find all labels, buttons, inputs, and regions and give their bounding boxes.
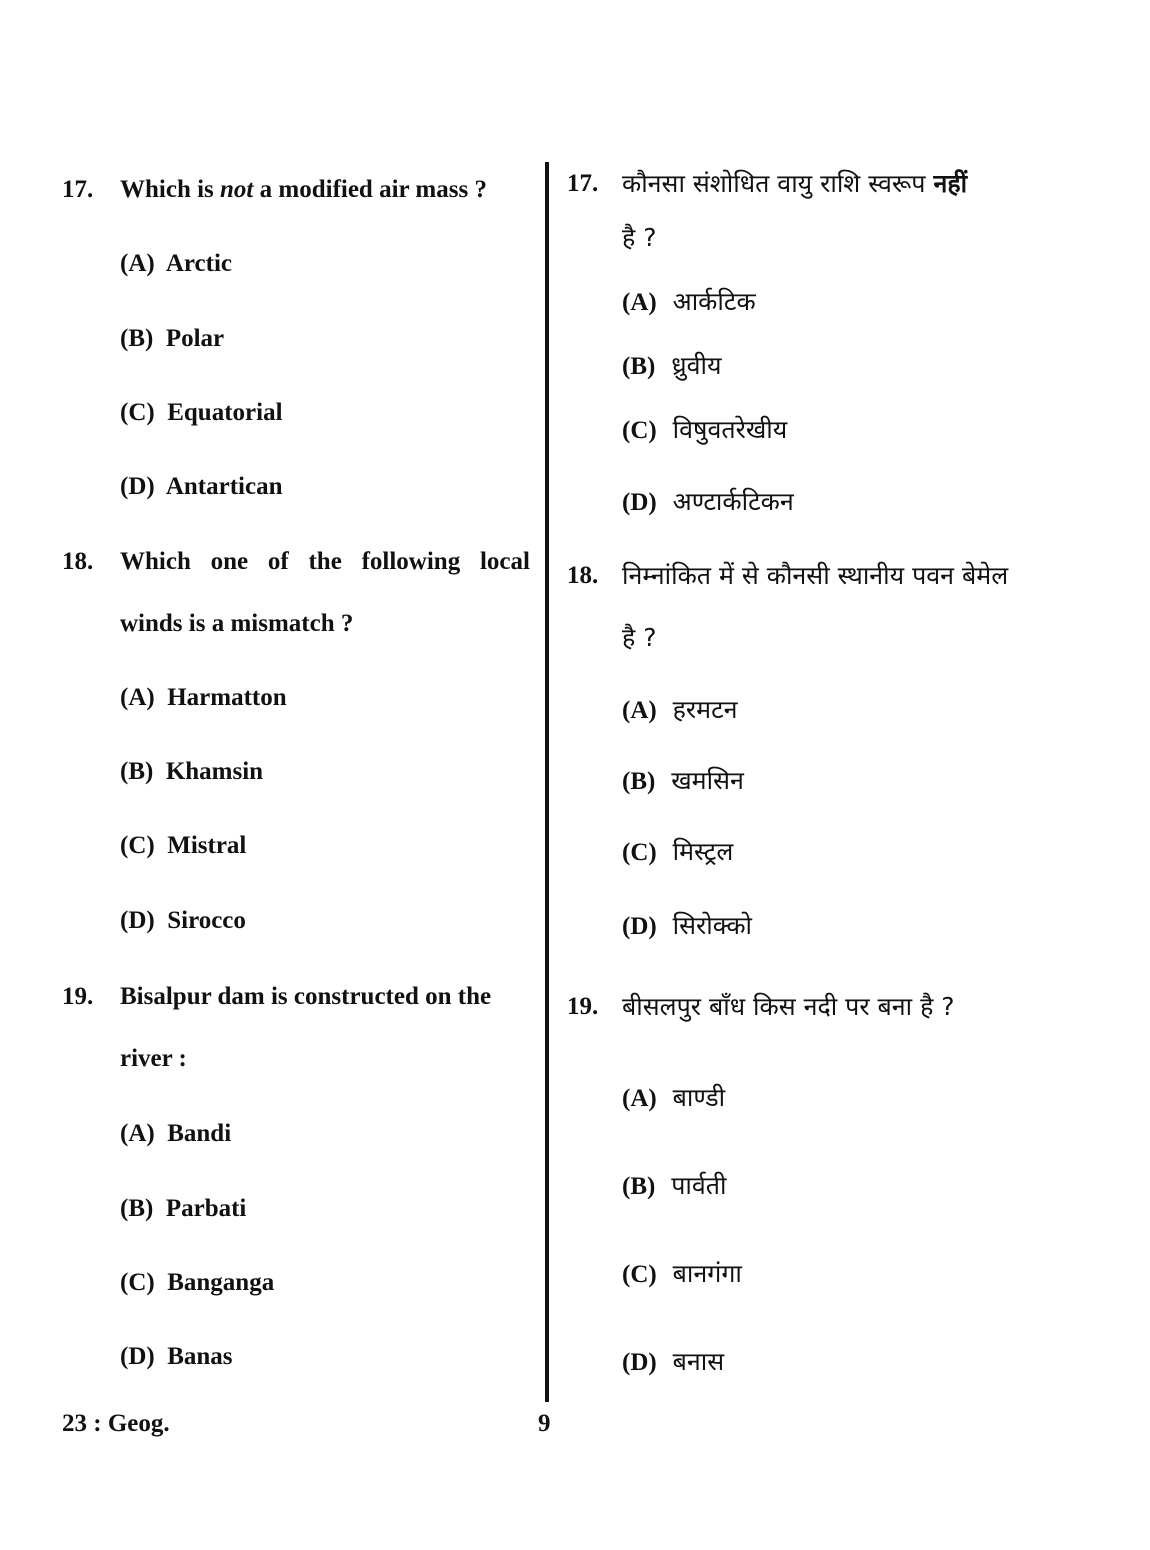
question-word: the (308, 548, 342, 575)
option-d (622, 1344, 724, 1378)
option-key: (C) (120, 399, 155, 426)
option-key: (D) (120, 907, 155, 934)
option-text: Bandi (167, 1120, 232, 1147)
option-key: (A) (622, 697, 657, 724)
question-text (120, 176, 487, 204)
question-text-part: Which is (120, 176, 214, 203)
option-key: (B) (622, 353, 656, 380)
option-key: (B) (120, 758, 154, 785)
option-a (622, 692, 738, 726)
option-text: अण्टार्कटिकन (672, 487, 794, 516)
option-text: Khamsin (165, 758, 264, 785)
option-text: बानगंगा (672, 1259, 742, 1288)
option-key: (D) (622, 489, 657, 516)
option-c (622, 834, 733, 868)
option-text: Antartican (165, 473, 283, 500)
option-key: (A) (120, 684, 155, 711)
question-emphasis: not (220, 176, 254, 203)
option-text: Mistral (167, 832, 247, 859)
option-key: (C) (120, 1269, 155, 1296)
question-text-line2: है ? (622, 623, 657, 652)
option-key: (A) (622, 1085, 657, 1112)
option-d (622, 908, 752, 942)
column-divider (545, 162, 549, 1402)
option-text: मिस्ट्रल (672, 837, 734, 866)
question-text (120, 548, 530, 576)
option-text: विषुवतरेखीय (672, 415, 788, 444)
option-text: Polar (165, 325, 225, 352)
question-word: Which (120, 548, 191, 575)
option-key: (C) (622, 417, 657, 444)
question-word: of (267, 548, 289, 575)
option-text: सिरोक्को (672, 911, 753, 940)
option-text: Equatorial (167, 399, 283, 426)
subject-code: 23 : Geog. (62, 1410, 170, 1437)
question-text-line2: है ? (622, 223, 657, 252)
option-c (622, 1256, 742, 1290)
option-b (120, 325, 224, 353)
option-key: (B) (622, 1173, 656, 1200)
question-number: 19. (62, 983, 94, 1010)
option-key: (A) (622, 289, 657, 316)
option-key: (D) (120, 473, 155, 500)
question-emphasis: नहीं (933, 169, 968, 198)
option-text: Banas (167, 1343, 233, 1370)
option-key: (C) (622, 1261, 657, 1288)
option-a (120, 684, 287, 712)
option-text: ध्रुवीय (671, 351, 722, 380)
option-key: (D) (120, 1343, 155, 1370)
option-c (622, 412, 787, 446)
option-d (120, 1343, 233, 1371)
option-key: (A) (120, 1120, 155, 1147)
option-a (622, 284, 756, 318)
question-word: following (361, 548, 461, 575)
question-text-line2: winds is a mismatch ? (120, 610, 354, 637)
option-b (622, 1168, 727, 1202)
option-text: Parbati (165, 1195, 247, 1222)
option-c (120, 832, 246, 860)
question-text (622, 166, 967, 200)
question-word: local (479, 548, 530, 575)
option-key: (C) (120, 832, 155, 859)
option-key: (C) (622, 839, 657, 866)
option-d (622, 484, 794, 518)
option-key: (B) (120, 1195, 154, 1222)
option-text: हरमटन (672, 695, 738, 724)
option-text: बनास (672, 1347, 725, 1376)
option-text: Arctic (165, 250, 233, 277)
question-number: 17. (567, 170, 599, 197)
option-key: (D) (622, 913, 657, 940)
question-text-line2: river : (120, 1045, 187, 1072)
option-d (120, 907, 246, 935)
option-text: खमसिन (671, 766, 744, 795)
option-a (622, 1080, 725, 1114)
option-c (120, 1269, 274, 1297)
option-text: Harmatton (167, 684, 287, 711)
option-b (120, 1195, 246, 1223)
question-number: 18. (567, 562, 599, 589)
option-b (120, 758, 263, 786)
question-number: 19. (567, 993, 599, 1020)
question-word: one (210, 548, 249, 575)
page-number: 9 (538, 1410, 551, 1437)
option-key: (A) (120, 250, 155, 277)
option-text: आर्कटिक (672, 287, 756, 316)
option-key: (D) (622, 1349, 657, 1376)
option-key: (B) (120, 325, 154, 352)
option-text: Banganga (167, 1269, 275, 1296)
option-d (120, 473, 283, 501)
option-c (120, 399, 283, 427)
question-text: निम्नांकित में से कौनसी स्थानीय पवन बेमेल (622, 561, 1009, 590)
option-text: बाण्डी (672, 1083, 726, 1112)
option-b (622, 763, 744, 797)
question-number: 17. (62, 176, 94, 203)
question-number: 18. (62, 548, 94, 575)
question-text-part: a modified air mass ? (259, 176, 487, 203)
option-b (622, 348, 722, 382)
option-key: (B) (622, 768, 656, 795)
option-a (120, 1120, 231, 1148)
question-text-part: कौनसा संशोधित वायु राशि स्वरूप (622, 169, 926, 198)
option-text: पार्वती (671, 1171, 727, 1200)
question-text: बीसलपुर बाँध किस नदी पर बना है ? (622, 992, 955, 1021)
option-text: Sirocco (167, 907, 246, 934)
option-a (120, 250, 232, 278)
question-text: Bisalpur dam is constructed on the (120, 983, 492, 1010)
